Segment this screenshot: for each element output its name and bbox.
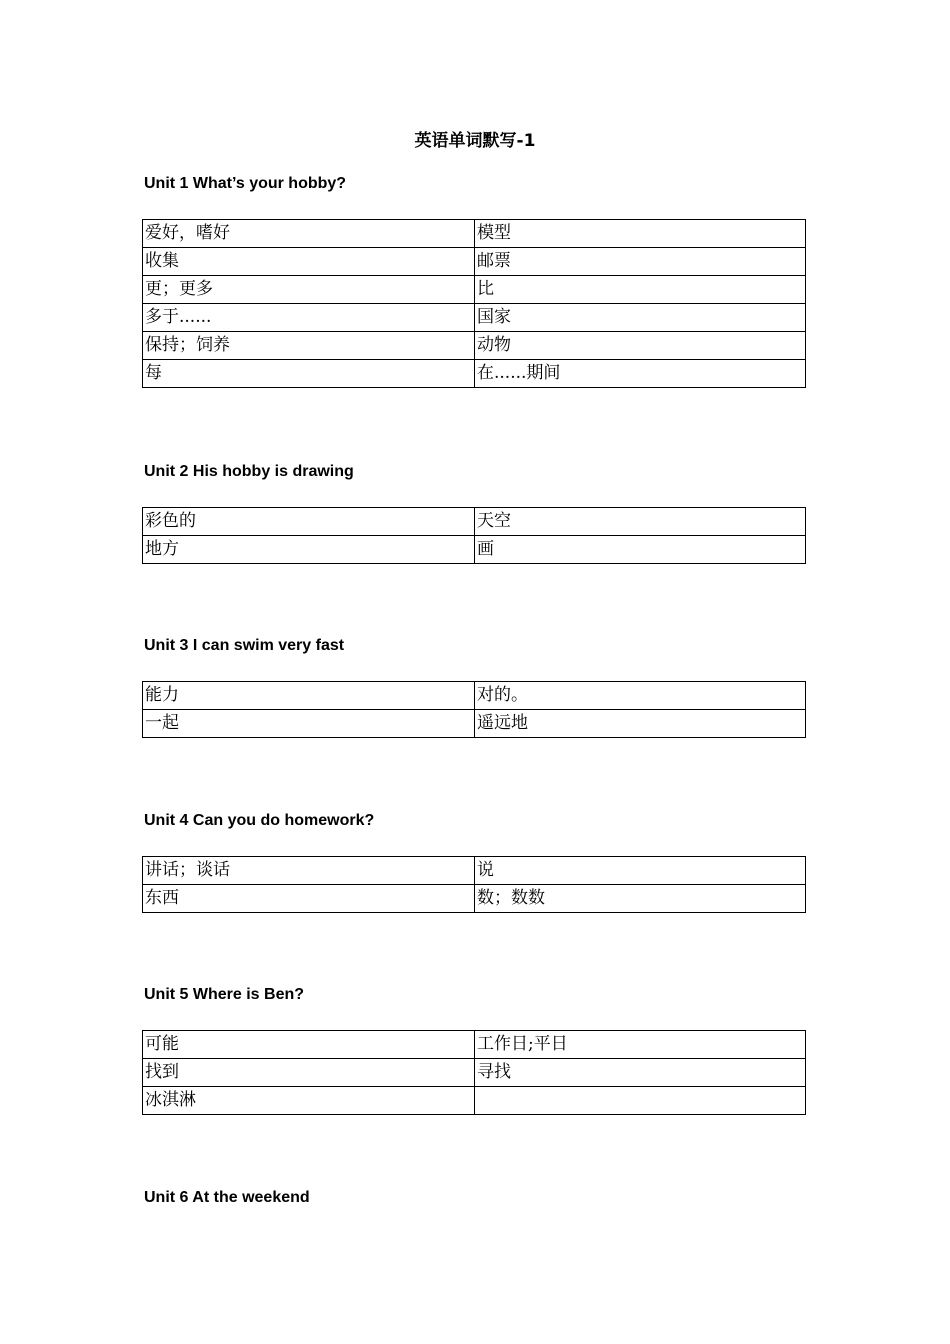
- unit-6-heading: Unit 6 At the weekend: [144, 1189, 310, 1206]
- table-cell: 收集: [143, 248, 475, 276]
- unit-2-vocab-table: [142, 507, 806, 564]
- table-row: [143, 304, 806, 332]
- table-cell: [475, 1087, 806, 1115]
- table-cell: 遥远地: [475, 710, 806, 738]
- table-row: [143, 1059, 806, 1087]
- table-cell: 找到: [143, 1059, 475, 1087]
- unit-1-vocab-table: [142, 219, 806, 388]
- table-cell: 爱好，嗜好: [143, 220, 475, 248]
- table-cell: 对的。: [475, 682, 806, 710]
- table-cell: 冰淇淋: [143, 1087, 475, 1115]
- unit-2-heading: Unit 2 His hobby is drawing: [144, 463, 354, 480]
- table-cell: 多于......: [143, 304, 475, 332]
- table-row: [143, 857, 806, 885]
- table-row: [143, 682, 806, 710]
- table-cell: 彩色的: [143, 508, 475, 536]
- table-cell: 天空: [475, 508, 806, 536]
- table-cell: 模型: [475, 220, 806, 248]
- table-cell: 国家: [475, 304, 806, 332]
- unit-3-heading: Unit 3 I can swim very fast: [144, 637, 345, 654]
- table-cell: 能力: [143, 682, 475, 710]
- table-cell: 地方: [143, 536, 475, 564]
- table-row: [143, 1031, 806, 1059]
- table-row: [143, 360, 806, 388]
- unit-4-heading: Unit 4 Can you do homework?: [144, 812, 375, 829]
- table-cell: 寻找: [475, 1059, 806, 1087]
- table-cell: 在......期间: [475, 360, 806, 388]
- table-cell: 讲话；谈话: [143, 857, 475, 885]
- table-cell: 动物: [475, 332, 806, 360]
- table-row: [143, 1087, 806, 1115]
- unit-4-vocab-table: [142, 856, 806, 913]
- table-cell: 说: [475, 857, 806, 885]
- table-cell: 数；数数: [475, 885, 806, 913]
- table-row: [143, 710, 806, 738]
- table-cell: 邮票: [475, 248, 806, 276]
- table-cell: 保持；饲养: [143, 332, 475, 360]
- unit-3-vocab-table: [142, 681, 806, 738]
- table-cell: 比: [475, 276, 806, 304]
- table-cell: 东西: [143, 885, 475, 913]
- table-row: [143, 332, 806, 360]
- unit-5-vocab-table: [142, 1030, 806, 1115]
- table-row: [143, 508, 806, 536]
- unit-5-heading: Unit 5 Where is Ben?: [144, 986, 305, 1003]
- document-title: 英语单词默写-1: [414, 131, 536, 151]
- table-cell: 一起: [143, 710, 475, 738]
- table-cell: 更；更多: [143, 276, 475, 304]
- table-cell: 可能: [143, 1031, 475, 1059]
- table-row: [143, 536, 806, 564]
- table-row: [143, 220, 806, 248]
- table-cell: 画: [475, 536, 806, 564]
- table-cell: 每: [143, 360, 475, 388]
- table-row: [143, 276, 806, 304]
- table-cell: 工作日;平日: [475, 1031, 806, 1059]
- table-row: [143, 248, 806, 276]
- unit-1-heading: Unit 1 What’s your hobby?: [144, 175, 347, 192]
- table-row: [143, 885, 806, 913]
